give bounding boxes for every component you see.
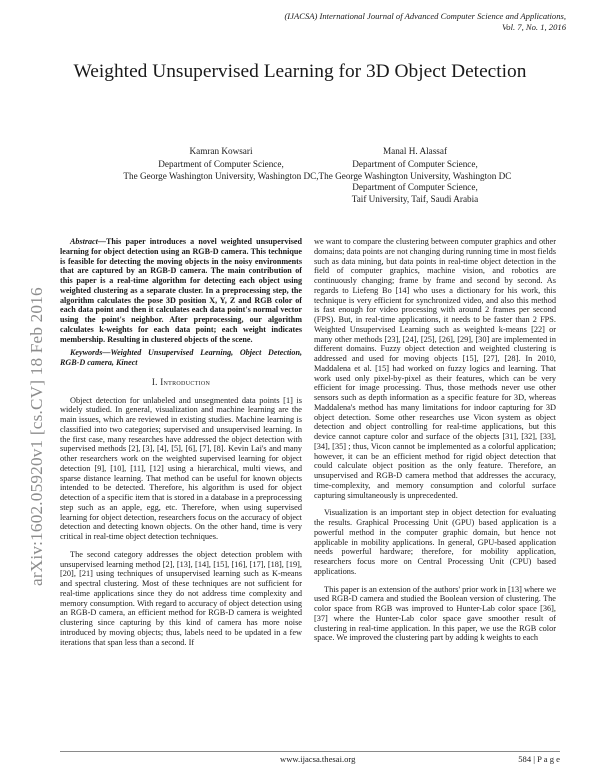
page-number: 584 | P a g e <box>518 754 560 764</box>
paper-title: Weighted Unsupervised Learning for 3D Object Detection <box>73 61 527 82</box>
section-heading-introduction: I. Introduction <box>151 376 211 387</box>
paragraph: we want to compare the clustering between computer graphics and other domains; data points are not changing during running time in most fields such as data mining, but data points in real-time object detection in the field of computer graphics, machine vision, and robotics are continuously changing; frame by frame and second by second. As regards to Liefeng Bo [14] who uses a dictionary for his work, this technique is very efficient for synchronized video, and also this method is fast enough for video processing with around 2 frames per second (FPS). But, in real-time applications, it needs to be faster than 2 FPS. Weighted Unsupervised Learning such as weighted k-means [22] or many other methods [23], [24], [25], [26], [29], [30] are implemented in different domains. Fuzzy object detection and weighted clustering is addressed and used for moving objects [15], [27], [28]. In 2010, Maddalena et al. [15] had worked on fuzzy logics and learning. That work used only pixel-by-pixel as their features, which can be very efficient for image processing. Thus, those methods never use other sensors such as depth information as a specific feature for 3D, whereas Maddalena's method has many limitations for indoor capturing for 3D object detection. Some other researches use Vicon system as object detection and object controlling for real-time applications, but this device cannot capture color and surface of the objects [31], [32], [33], [34], [35] ; thus, Vicon cannot be implemented as a colorful application; however, it can be an efficient method for rigid object detection that could calculate object position as the only feature. Therefore, an unsupervised and RGB-D camera method that addresses the accuracy, time-complexity, and memory consumption and colorful surface capturing simultaneously is unprecedented. <box>314 237 556 500</box>
paragraph: The second category addresses the object detection problem with unsupervised learning method [2], [13], [14], [15], [16], [17], [18], [19], [20], [21] using techniques of unsupervised learning such as K-means and spectral clustering. Most of these techniques are not sufficient for real-time applications since they do not address time complexity and memory consumption. With regard to accuracy of object detection using an RGB-D camera, an efficient method for RGB-D camera is weighted clustering since capturing by this kind of camera has more noise introduced by moving objects; thus, labels need to be updated in a few iterations that span less than a second. If <box>60 549 302 647</box>
author-block-2 <box>290 146 540 205</box>
author-affiliation: The George Washington University, Washington DC, <box>123 170 319 181</box>
footer <box>60 754 560 768</box>
journal-url-link[interactable]: www.ijacsa.thesai.org <box>280 754 356 764</box>
journal-name: (IJACSA) International Journal of Advanced Computer Science and Applications, <box>284 11 566 21</box>
abstract-text: This paper introduces a novel weighted unsupervised learning for object detection using an RGB-D camera. This technique is feasible for detecting the moving objects in the noisy environments that are captured by an RGB-D camera. The main contribution of this paper is a real-time algorithm for detecting each object using weighted clustering as a separate cluster. In a preprocessing step, the algorithm calculates the pose 3D position X, Y, Z and RGB color of each data point and then it calculates each data point's normal vector using the point's neighbor. After preprocessing, our algorithm calculates k-weights for each data point; each weight indicates membership. Resulting in clustered objects of the scene. <box>60 237 302 344</box>
abstract <box>60 237 302 344</box>
author-affiliation: Department of Computer Science, <box>352 159 478 169</box>
author-name: Manal H. Alassaf <box>382 146 448 156</box>
arxiv-identifier[interactable]: arXiv:1602.05920v1 [cs.CV] 18 Feb 2016 <box>27 287 46 586</box>
left-column <box>60 237 302 647</box>
paragraph: Object detection for unlabeled and unsegmented data points [1] is widely studied. In general, visualization and machine learning are the main issues, which are reviewed in existing studies. Machine learning is classified into two categories; supervised and unsupervised learning. In the first case, many researches have addressed the object detection with supervised methods [2], [3], [4], [5], [6], [7], [8]. Kevin Lai's and many other researchers work on the weighted supervised learning for object detection [9], [10], [11], [12] using a hierarchical, multi views, and sparse distance learning. That method can be useful for known objects intended to be detected. Therefore, his algorithm is used for object detection of a specific item that is stored in a database in a preprocessing step such as an apple, egg, etc. Therefore, when using supervised learning for object detection, researchers focus on the accuracy of object detection and detecting known objects. On the other hand, time is very critical in real-time object detection techniques. <box>60 395 302 541</box>
author-affiliation: Department of Computer Science, <box>158 159 284 169</box>
author-affiliation: Taif University, Taif, Saudi Arabia <box>351 193 479 204</box>
author-affiliation: The George Washington University, Washington DC <box>318 170 512 181</box>
journal-header <box>146 11 566 33</box>
footer-divider <box>60 751 560 752</box>
right-column <box>314 237 556 643</box>
paragraph: Visualization is an important step in object detection for evaluating the results. Graphical Processing Unit (GPU) based application is a powerful method in the computer graphic domain, but hence not applicable in mobility applications. In general, GPU-based application needs powerful hardware; therefore, for mobility application, researchers focus more on Central Processing Unit (CPU) based applications. <box>314 508 556 576</box>
author-affiliation: Department of Computer Science, <box>352 182 478 192</box>
abstract-label: Abstract— <box>70 237 106 246</box>
paragraph: This paper is an extension of the authors' prior work in [13] where we used RGB-D camera and studied the Boolean version of clustering. The color space from RGB was improved to Hunter-Lab color space [36], [37] where the Hunter-Lab color space gave smoother result of clustering in real-time application. In this paper, we use the RGB color space. We improved the clustering part by adding k weights to each <box>314 584 556 643</box>
keywords: Keywords—Weighted Unsupervised Learning, Object Detection, RGB-D camera, Kinect <box>60 348 302 367</box>
journal-volume: Vol. 7, No. 1, 2016 <box>502 22 566 32</box>
author-name: Kamran Kowsari <box>189 146 253 156</box>
